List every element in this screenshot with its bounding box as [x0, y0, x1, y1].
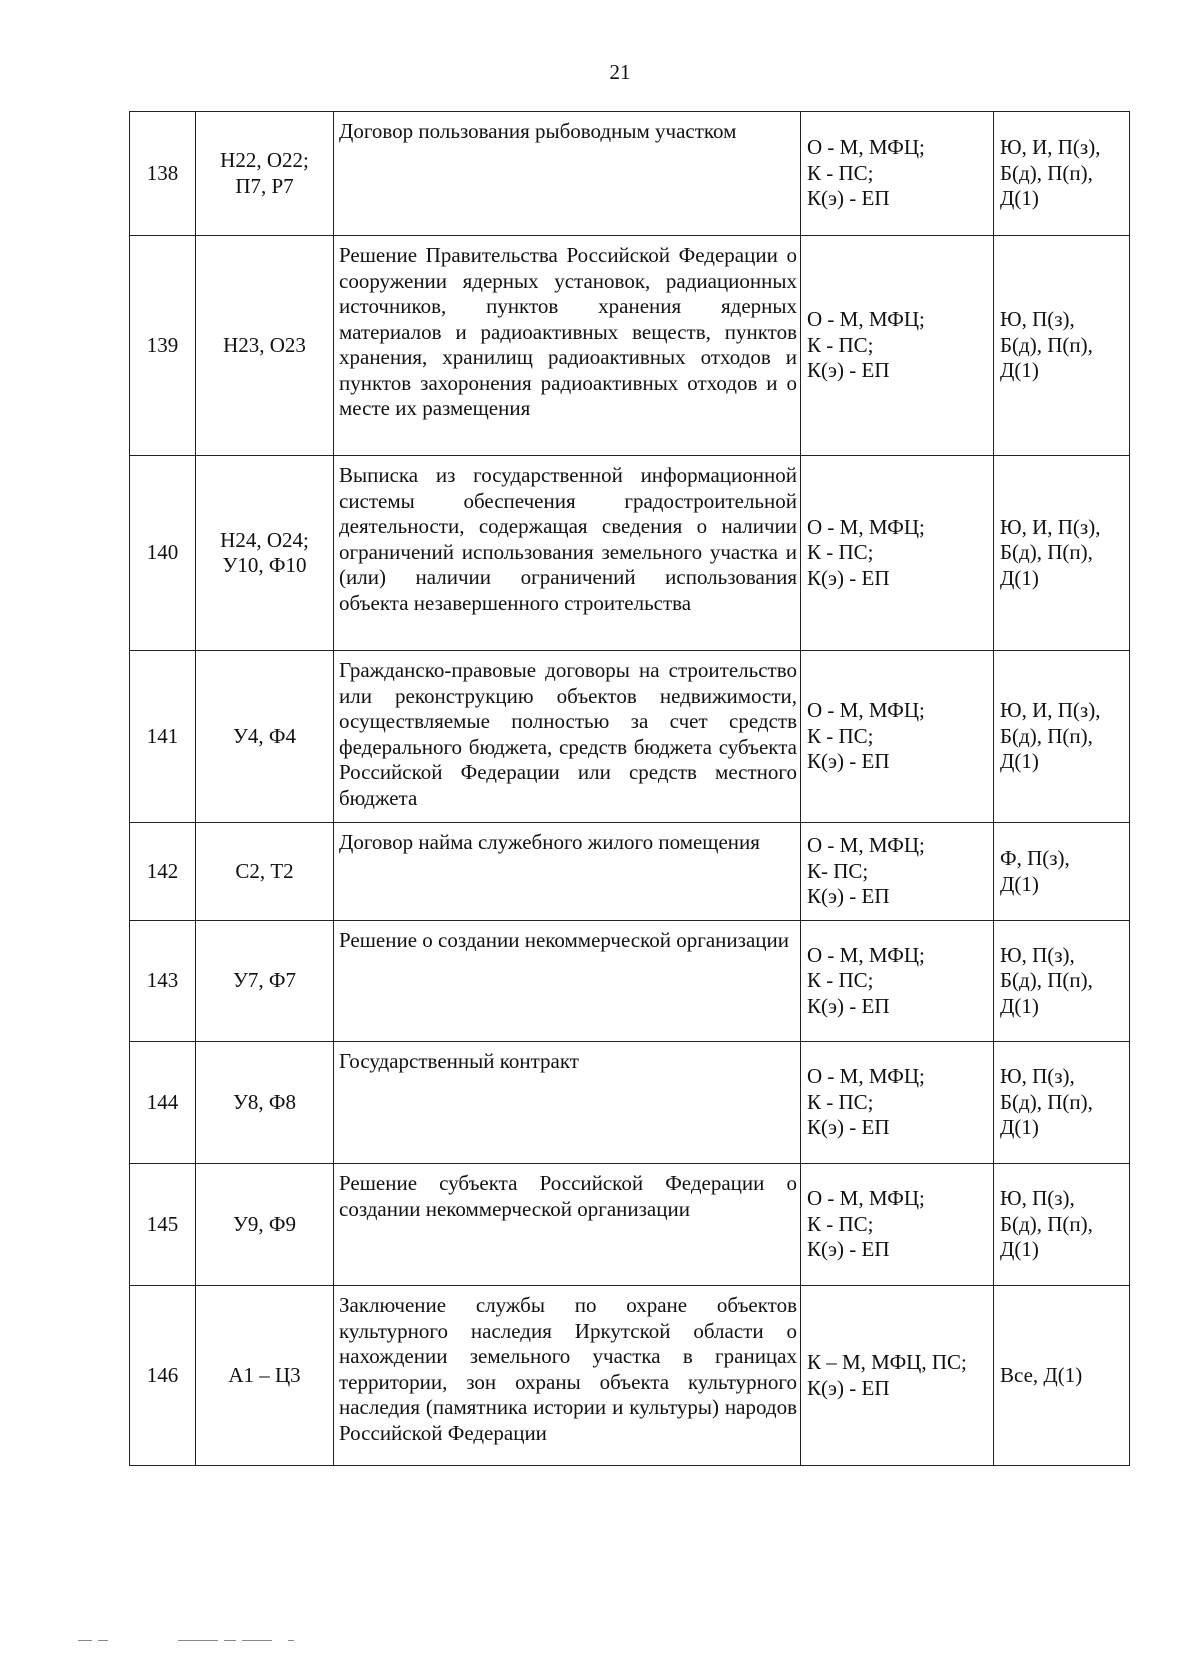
row-document-name: Договор пользования рыбоводным участком: [334, 112, 801, 236]
table-row: [130, 1286, 1130, 1466]
page-number: 21: [609, 60, 631, 84]
row-applicants: Ю, П(з), Б(д), П(п), Д(1): [994, 921, 1130, 1042]
table-row: [130, 456, 1130, 651]
row-applicants: Все, Д(1): [994, 1286, 1130, 1466]
row-document-name: Выписка из государственной информационной системы обеспечения градостроительной деятельности, содержащая сведения о наличии ограничений использования земельного участка и (или) наличии ограничений использования объекта незавершенного строительства: [334, 456, 801, 651]
row-document-name: Решение субъекта Российской Федерации о создании некоммерческой организации: [334, 1164, 801, 1286]
row-submission-method: О - М, МФЦ; К - ПС; К(э) - ЕП: [801, 456, 994, 651]
row-code: А1 – Ц3: [196, 1286, 334, 1466]
row-number: 146: [130, 1286, 196, 1466]
row-document-name: Решение о создании некоммерческой организации: [334, 921, 801, 1042]
row-submission-method: О - М, МФЦ; К - ПС; К(э) - ЕП: [801, 921, 994, 1042]
row-submission-method: О - М, МФЦ; К - ПС; К(э) - ЕП: [801, 1164, 994, 1286]
row-document-name: Договор найма служебного жилого помещения: [334, 823, 801, 921]
row-document-name: Заключение службы по охране объектов культурного наследия Иркутской области о нахождении земельного участка в границах территории, зон охраны объекта культурного наследия (памятника истории и культуры) народов Российской Федерации: [334, 1286, 801, 1466]
row-applicants: Ю, П(з), Б(д), П(п), Д(1): [994, 1042, 1130, 1164]
table-row: [130, 651, 1130, 823]
row-code: У8, Ф8: [196, 1042, 334, 1164]
row-applicants: Ю, П(з), Б(д), П(п), Д(1): [994, 1164, 1130, 1286]
row-number: 141: [130, 651, 196, 823]
row-number: 144: [130, 1042, 196, 1164]
row-number: 140: [130, 456, 196, 651]
row-submission-method: О - М, МФЦ; К - ПС; К(э) - ЕП: [801, 112, 994, 236]
row-code: Н23, О23: [196, 236, 334, 456]
row-code: Н24, О24; У10, Ф10: [196, 456, 334, 651]
row-submission-method: О - М, МФЦ; К - ПС; К(э) - ЕП: [801, 236, 994, 456]
scan-artifact-marks: [78, 1640, 318, 1642]
row-applicants: Ф, П(з), Д(1): [994, 823, 1130, 921]
table-row: [130, 1164, 1130, 1286]
row-number: 143: [130, 921, 196, 1042]
row-document-name: Решение Правительства Российской Федерации о сооружении ядерных установок, радиационных источников, пунктов хранения ядерных материалов и радиоактивных веществ, пунктов хранения, хранилищ радиоактивных отходов и пунктов захоронения радиоактивных отходов и о месте их размещения: [334, 236, 801, 456]
row-code: У7, Ф7: [196, 921, 334, 1042]
table-row: [130, 921, 1130, 1042]
row-submission-method: К – М, МФЦ, ПС; К(э) - ЕП: [801, 1286, 994, 1466]
row-number: 145: [130, 1164, 196, 1286]
row-code: Н22, О22; П7, Р7: [196, 112, 334, 236]
table-row: [130, 1042, 1130, 1164]
row-code: С2, Т2: [196, 823, 334, 921]
documents-table: [129, 111, 1130, 1466]
row-code: У4, Ф4: [196, 651, 334, 823]
row-document-name: Государственный контракт: [334, 1042, 801, 1164]
table-row: [130, 823, 1130, 921]
row-submission-method: О - М, МФЦ; К - ПС; К(э) - ЕП: [801, 651, 994, 823]
row-applicants: Ю, П(з), Б(д), П(п), Д(1): [994, 236, 1130, 456]
row-submission-method: О - М, МФЦ; К- ПС; К(э) - ЕП: [801, 823, 994, 921]
table-row: [130, 112, 1130, 236]
row-number: 142: [130, 823, 196, 921]
row-applicants: Ю, И, П(з), Б(д), П(п), Д(1): [994, 651, 1130, 823]
row-document-name: Гражданско-правовые договоры на строительство или реконструкцию объектов недвижимости, осуществляемые полностью за счет средств федерального бюджета, средств бюджета субъекта Российской Федерации или средств местного бюджета: [334, 651, 801, 823]
row-applicants: Ю, И, П(з), Б(д), П(п), Д(1): [994, 112, 1130, 236]
row-applicants: Ю, И, П(з), Б(д), П(п), Д(1): [994, 456, 1130, 651]
table-row: [130, 236, 1130, 456]
row-number: 138: [130, 112, 196, 236]
row-submission-method: О - М, МФЦ; К - ПС; К(э) - ЕП: [801, 1042, 994, 1164]
row-code: У9, Ф9: [196, 1164, 334, 1286]
row-number: 139: [130, 236, 196, 456]
